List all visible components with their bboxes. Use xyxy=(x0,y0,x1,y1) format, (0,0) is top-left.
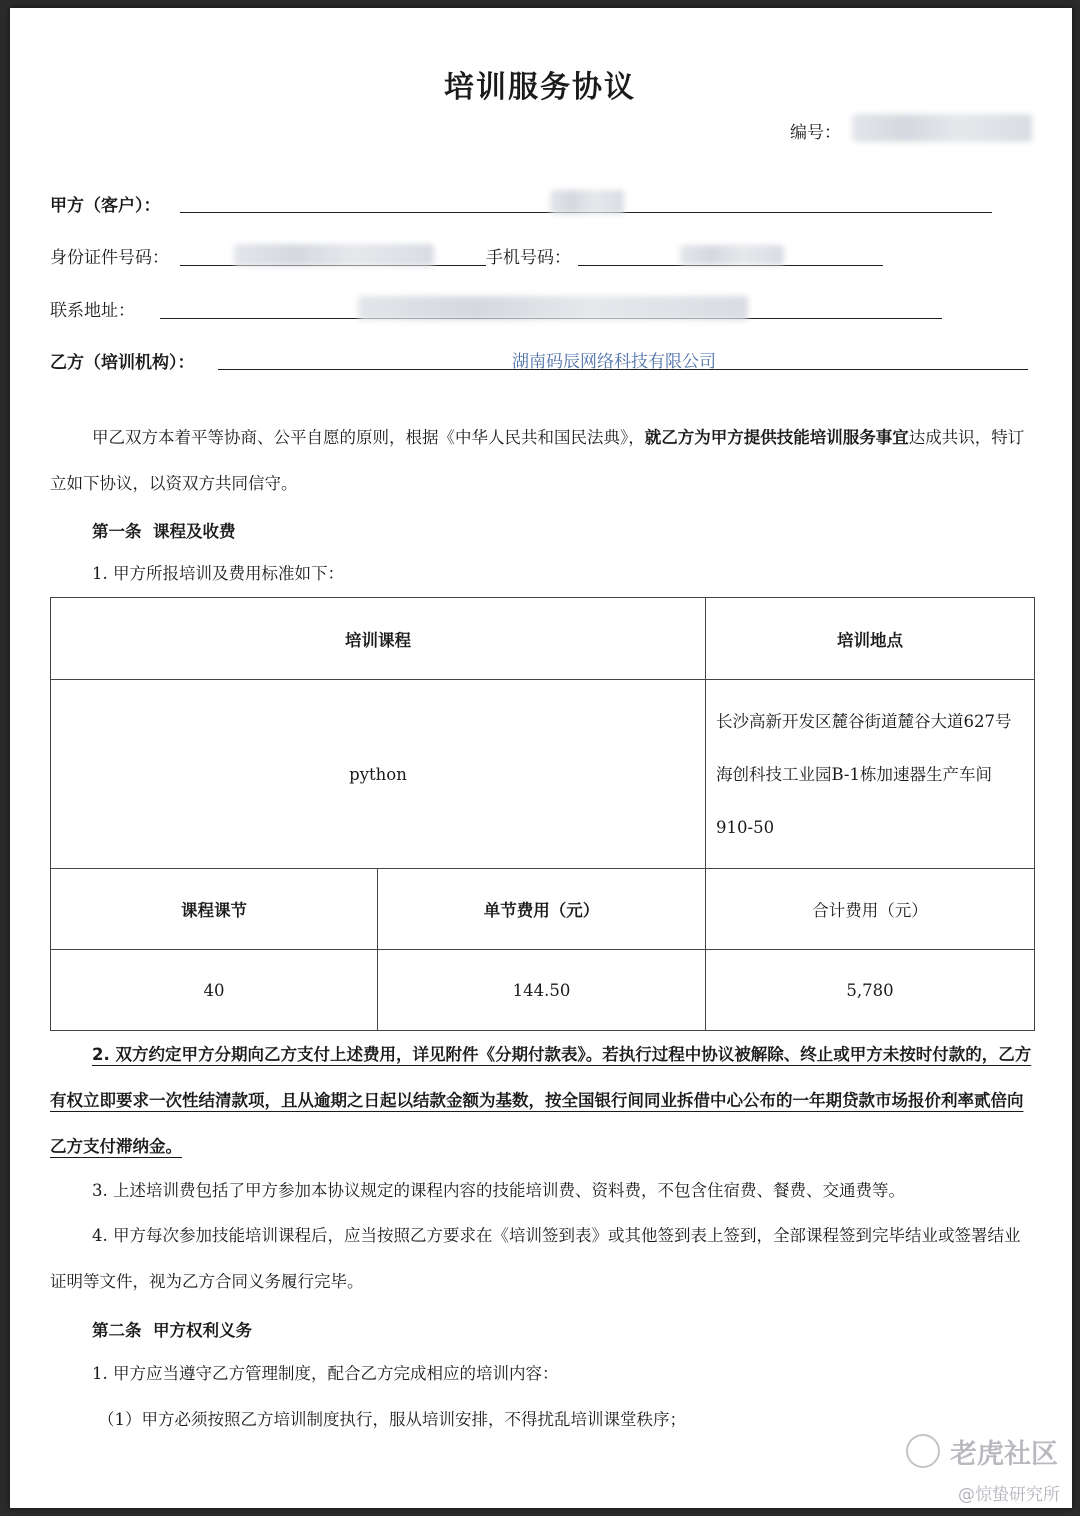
address-redacted xyxy=(358,296,748,320)
party-a-label: 甲方（客户）： xyxy=(50,196,161,216)
watermark-source: @惊蛰研究所 xyxy=(958,1485,1060,1505)
article1-item4: 4. 甲方每次参加技能培训课程后，应当按照乙方要求在《培训签到表》或其他签到表上签到，全部课程签到完毕结业或签署结业证明等文件，视为乙方合同义务履行完毕。 xyxy=(50,1226,1021,1291)
lessons-value: 40 xyxy=(51,950,378,1031)
document-title: 培训服务协议 xyxy=(444,70,636,105)
article2-item1: 1. 甲方应当遵守乙方管理制度，配合乙方完成相应的培训内容： xyxy=(92,1364,559,1383)
party-b-name: 湖南码辰网络科技有限公司 xyxy=(512,352,716,372)
total-fee-header: 合计费用（元） xyxy=(706,869,1035,950)
article2-heading: 第二条 甲方权利义务 xyxy=(92,1321,252,1340)
unit-fee-value: 144.50 xyxy=(378,950,706,1031)
intro-text-bold: 就乙方为甲方提供技能培训服务事宜 xyxy=(644,428,909,447)
article1-item2: 2. 双方约定甲方分期向乙方支付上述费用，详见附件《分期付款表》。若执行过程中协议被解除、终止或甲方未按时付款的，乙方有权立即要求一次性结清款项，且从逾期之日起以结款金额为基数，按全国银行间同业拆借中心公布的一年期贷款市场报价利率贰倍向乙方支付滞纳金。 xyxy=(50,1045,1032,1156)
watermark-brand: 老虎社区 xyxy=(950,1439,1058,1470)
lessons-header: 课程课节 xyxy=(51,869,378,950)
intro-text-2: 达成共识，特订立如下协议，以资双方共同信守。 xyxy=(50,428,1025,493)
total-fee-value: 5,780 xyxy=(706,950,1035,1031)
phone-label: 手机号码： xyxy=(486,248,571,268)
phone-redacted xyxy=(680,245,784,265)
course-value: python xyxy=(51,680,706,869)
location-header: 培训地点 xyxy=(706,598,1035,680)
id-redacted xyxy=(234,244,434,266)
party-a-redacted xyxy=(550,190,624,214)
phone-line xyxy=(578,265,883,266)
article2-item1-1: （1）甲方必须按照乙方培训制度执行，服从培训安排，不得扰乱培训课堂秩序； xyxy=(98,1410,686,1429)
serial-redacted xyxy=(852,114,1032,142)
id-label: 身份证件号码： xyxy=(50,248,169,268)
intro-paragraph xyxy=(50,415,1034,507)
watermark-logo-icon xyxy=(906,1434,940,1468)
serial-label: 编号： xyxy=(790,123,841,143)
article1-item1: 1. 甲方所报培训及费用标准如下： xyxy=(92,564,344,583)
party-b-label: 乙方（培训机构）： xyxy=(50,353,195,373)
course-header: 培训课程 xyxy=(51,598,706,680)
fee-table xyxy=(50,597,1035,1031)
address-label: 联系地址： xyxy=(50,301,135,321)
location-value: 长沙高新开发区麓谷街道麓谷大道627号海创科技工业园B-1栋加速器生产车间910-50 xyxy=(706,680,1035,869)
article1-heading: 第一条 课程及收费 xyxy=(92,522,236,541)
unit-fee-header: 单节费用（元） xyxy=(378,869,706,950)
intro-text-1: 甲乙双方本着平等协商、公平自愿的原则，根据《中华人民共和国民法典》， xyxy=(92,428,645,447)
article1-item3: 3. 上述培训费包括了甲方参加本协议规定的课程内容的技能培训费、资料费，不包含住宿费、餐费、交通费等。 xyxy=(92,1181,905,1200)
